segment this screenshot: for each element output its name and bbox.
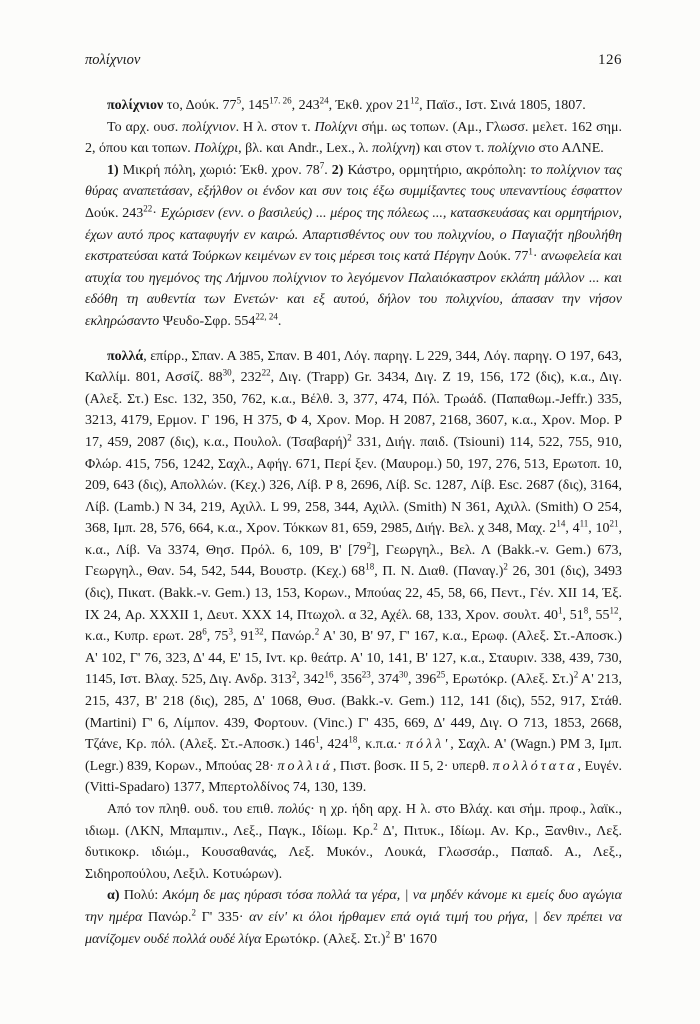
entry-polichnion-headline: πολίχνιον το, Δούκ. $77^5$, $145^{17. 26}$, $243^{24}$, Έκθ. χρον $21^{12}$, Παϊσ., Ιστ. Σινά 1805, 1807.: [107, 95, 586, 113]
running-header: [85, 52, 622, 69]
sense-a-polla: α) Πολύ: Ακόμη δε μας ηύρασι τόσα πολλά τα γέρα, | να μηδέν κάνομε κι εμείς δυο αγώγια την ημέρα Πανώρ.$^2$ Γ' 335· αν είν' κι όλοι ήρθαμεν επά ογιά τιμή του ρήγα, | δεν πρέπει να μανίζομεν ουδέ πολλά ουδέ λίγα Ερωτόκρ. (Αλεξ. Στ.)$^2$ Β' 1670: [85, 888, 622, 947]
entry-polla-headline: πολλά, επίρρ., Σπαν. Α 385, Σπαν. Β 401, Λόγ. παρηγ. L 229, 344, Λόγ. παρηγ. Ο 197, 643, Καλλίμ. 801, Ασσίζ. $88^{30}$, $232^{22}$, Διγ. (Trapp) Gr. 3434, Διγ. Ζ 19, 156, 172 (δις), κ.α., Διγ. (Αλεξ. Στ.) Esc. 132, 350, 762, κ.α., Βέλθ. 3, 377, 474, Πόλ. Τρωάδ. (Παπαθωμ.-Jeffr.) 335, 3213, 4179, Ερμον. Γ 196, Η 375, Φ 4, Χρον. Μορ. Η 2087, 2168, 3607, κ.α., Χρον. Μορ. Ρ 17, 459, 2087 (δις), κ.α., Πουλολ. $(T\sigma\alpha\beta\alpha\rho ή)^2$ 331, Διήγ. παιδ. (Tsiouni) 114, 522, 755, 910, Φλώρ. 415, 756, 1242, Σαχλ., Αφήγ. 671, Περί ξεν. (Μαυρομ.) 50, 197, 276, 513, Ερωτοπ. 10, 209, 643 (δις), Απολλών. (Κεχ.) 326, Λίβ. Ρ 8, 2696, Λίβ. Sc. 1287, Λίβ. Esc. 2687 (δις), 3164, Λίβ. (Lamb.) N 34, 219, Αχιλλ. L 99, 258, 344, Αχιλλ. (Smith) N 361, Αχιλλ. (Smith) O 254, 368, Ιμπ. 28, 576, 664, κ.α., Χρον. Τόκκων 81, 659, 2985, Διήγ. Βελ. χ 348, Μαχ. $2^{14}$, $4^{11}$, $10^{21}$, κ.α., Λίβ. Va 3374, Θησ. Πρόλ. 6, 109, Β' $[79^2]$, Γεωργηλ., Βελ. Λ (Bakk.-v. Gem.) 673, Γεωργηλ., Θαν. 54, 542, 544, Βουστρ. (Κεχ.) $68^{18}$, Π. Ν. Διαθ. $(\Pi\alpha\nu\alpha\gamma.)^2$ 26, 301 (δις), 3493 (δις), Πικατ. (Bakk.-v. Gem.) 13, 153, Κορων., Μπούας 22, 45, 58, 66, Πεντ., Γέν. XII 14, Έξ. IX 24, Αρ. XXXII 1, Δευτ. XXX 14, Πτωχολ. α 32, Αχέλ. 68, 133, Χρον. σουλτ. $40^1$, $51^8$, $55^{12}$, κ.α., Κυπρ. ερωτ. $28^6$, $75^3$, $91^{32}$, Πανώρ.$^2$ Α' 30, Β' 97, Γ' 167, κ.α., Ερωφ. (Αλεξ. Στ.-Αποσκ.) Α' 102, Γ' 76, 323, Δ' 44, Ε' 15, Ιντ. κρ. θεάτρ. Α' 10, 141, Β' 127, κ.α., Σταυριν. 338, 439, 730, 1145, Ιστ. Βλαχ. 525, Διγ. Ανδρ. $313^2$, $342^{16}$, $356^{23}$, $374^{30}$, $396^{25}$, Ερωτόκρ. (Αλεξ. Στ.)$^2$ Α' 213, 215, 437, Β' 218 (δις), 285, Δ' 1068, Θυσ. (Bakk.-v. Gem.) 112, 141 (δις), 552, 917, Στάθ. (Martini) Γ' 6, Λίμπον. 439, Φορτουν. (Vinc.) Γ' 435, 669, Δ' 449, Διγ. Ο 713, 1853, 2668, Τζάνε, Κρ. πόλ. (Αλεξ. Στ.-Αποσκ.) $146^1$, $424^{18}$, κ.π.α.· πόλλ', Σαχλ. Α' (Wagn.) PM 3, Ιμπ. (Legr.) 839, Κορων., Μπούας 28· πολλιά, Πιστ. βοσκ. II 5, 2· υπερθ. πολλότατα, Ευγέν. (Vitti-Spadaro) 1377, Μπερτολδίνος 74, 130, 139.: [85, 348, 623, 796]
etymology-note-polichnion: Το αρχ. ουσ. πολίχνιον. Η λ. στον τ. Πολίχνι σήμ. ως τοπων. (Αμ., Γλωσσ. μελετ. 162 σημ. 2, όπου και τοπων. Πολίχρι, βλ. και Andr., Lex., λ. πολίχνη) και στον τ. πολίχνιο στο ΑΛΝΕ.: [85, 119, 622, 157]
running-title: πολίχνιον: [85, 52, 141, 68]
text-block: [85, 52, 622, 950]
etymology-note-polla: Από τον πληθ. ουδ. του επιθ. πολύς· η χρ. ήδη αρχ. Η λ. στο Βλάχ. και σήμ. προφ., λαϊκ., ιδιωμ. (ΛΚΝ, Μπαμπιν., Λεξ., Παγκ., Ιδίωμ. Κρ.$^2$ Δ', Πιτυκ., Ιδίωμ. Αν. Κρ., Ξανθιν., Λεξ. δυτικοκρ. ιδιώμ., Κουσαθανάς, Λεξ. Μυκόν., Λουκά, Γλωσσάρ., Παπαδ. Α., Λεξ., Σιδηροπούλου, Λεξιλ. Κοτυώρων).: [85, 802, 623, 882]
senses-polichnion: 1) Μικρή πόλη, χωριό: Έκθ. χρον. $78^7$. 2) Κάστρο, ορμητήριο, ακρόπολη: το πολίχνιον τας θύρας αναπετάσαν, εξήλθον οι ένδον και συν τοις έξω συμμίξαντες τους υπεναντίους έσφαττον Δούκ. $243^{22}\cdot E\chi ώ\rho\iota\sigma\varepsilon\nu$ (ενν. ο βασιλεύς) ... μέρος της πόλεως ..., κατασκευάσας και ορμητήριον, έχων αυτό προς καταφυγήν εν καιρώ. Απαρτισθέντος ουν του πολιχνίου, ο Παγιαζήτ ηβουλήθη εκστρατεύσαι κατά Τούρκων κειμένων εν τοις μέρεσι τοις κατά Πέργην Δούκ. $77^1\cdot \alpha\nu\omega\varphi\varepsilon\lambda\varepsilon ί\alpha$ και ατυχία του ηγεμόνος της Λήμνου πολίχνιον το λεγόμενον Παλαιόκαστρον εκλάπη μάλλον ... και εδόθη τη αυθεντία των Ενετών· και εξ αυτού, δήλον του πολιχνίου, άπασαν την νήσον εκληρώσαντο Ψευδο-Σφρ. 554$^{22, 24}$.: [85, 160, 623, 329]
page-number: 126: [598, 52, 622, 68]
